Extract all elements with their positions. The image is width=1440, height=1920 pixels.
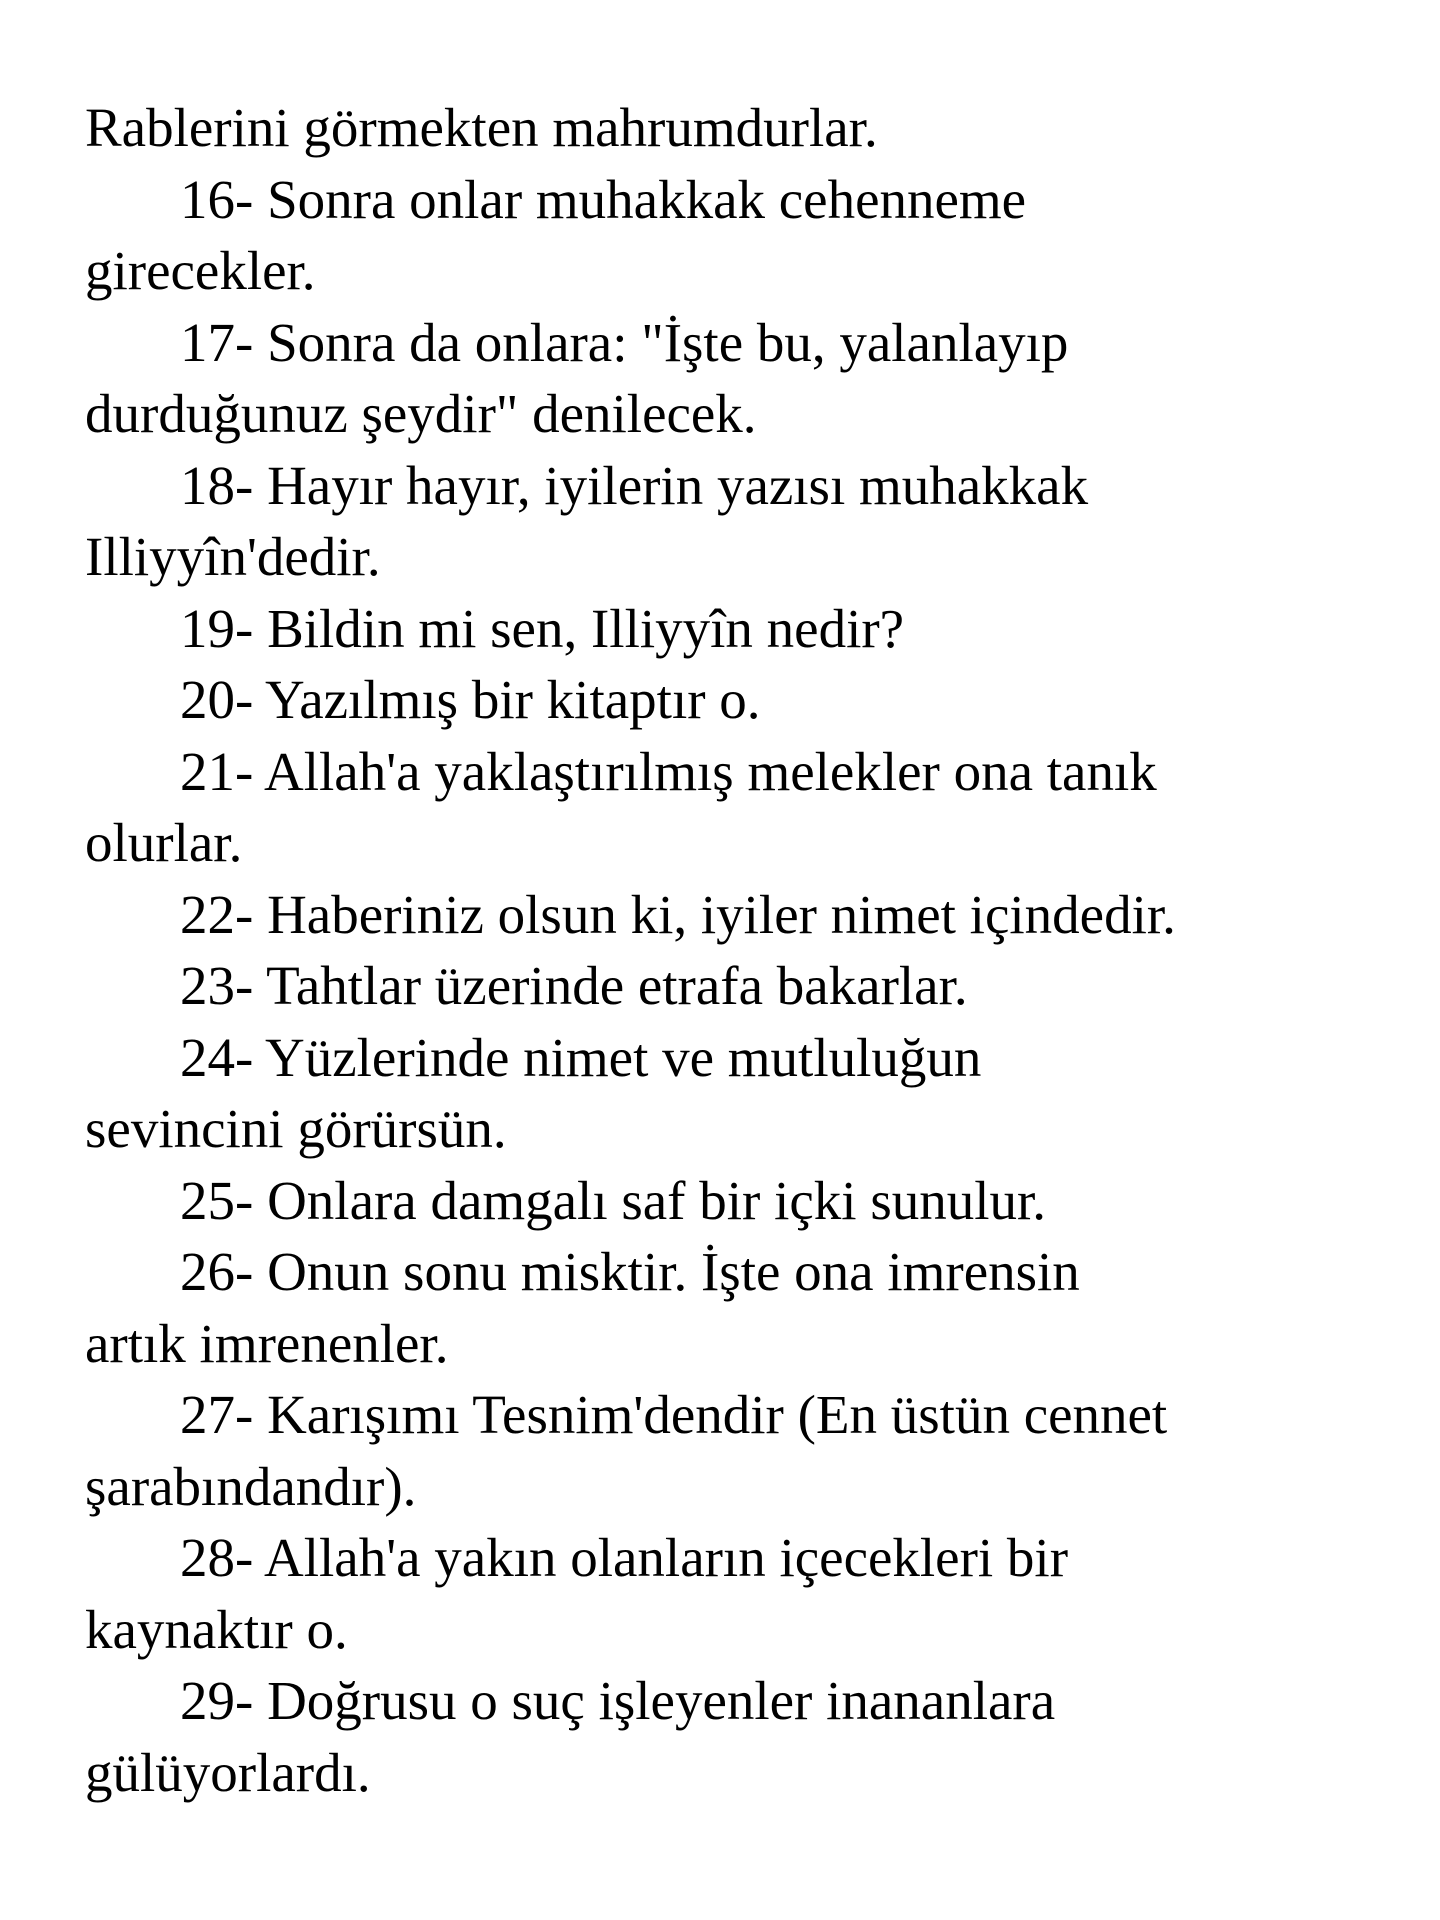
text-line: 22- Haberiniz olsun ki, iyiler nimet içindedir.: [180, 883, 1176, 945]
text-line: Rablerini görmekten mahrumdurlar.: [85, 97, 878, 158]
text-line: şarabındandır).: [85, 1455, 417, 1517]
text-line: 21- Allah'a yaklaştırılmış melekler ona tanık: [180, 740, 1157, 802]
document-page: [85, 92, 1385, 1808]
text-line: 28- Allah'a yakın olanların içecekleri bir: [180, 1527, 1069, 1588]
text-line: 24- Yüzlerinde nimet ve mutluluğun: [180, 1026, 982, 1088]
text-line: 18- Hayır hayır, iyilerin yazısı muhakkak: [180, 454, 1089, 516]
text-line: girecekler.: [85, 240, 316, 301]
text-line: Illiyyîn'dedir.: [85, 526, 381, 587]
text-line: 27- Karışımı Tesnim'dendir (En üstün cennet: [180, 1384, 1168, 1445]
text-line: 19- Bildin mi sen, Illiyyîn nedir?: [180, 597, 905, 659]
text-line: olurlar.: [85, 812, 243, 873]
text-line: 20- Yazılmış bir kitaptır o.: [180, 669, 761, 730]
text-line: sevincini görürsün.: [85, 1098, 507, 1159]
text-line: 23- Tahtlar üzerinde etrafa bakarlar.: [180, 955, 968, 1016]
text-line: artık imrenenler.: [85, 1312, 449, 1374]
text-line: 17- Sonra da onlara: "İşte bu, yalanlayıp: [180, 311, 1069, 373]
text-line: durduğunuz şeydir" denilecek.: [85, 383, 757, 444]
text-line: 26- Onun sonu misktir. İşte ona imrensin: [180, 1241, 1080, 1302]
text-line: 25- Onlara damgalı saf bir içki sunulur.: [180, 1169, 1047, 1231]
text-line: 16- Sonra onlar muhakkak cehenneme: [180, 168, 1027, 230]
text-line: gülüyorlardı.: [85, 1741, 371, 1803]
text-line: 29- Doğrusu o suç işleyenler inananlara: [180, 1670, 1056, 1731]
text-line: kaynaktır o.: [85, 1598, 348, 1660]
